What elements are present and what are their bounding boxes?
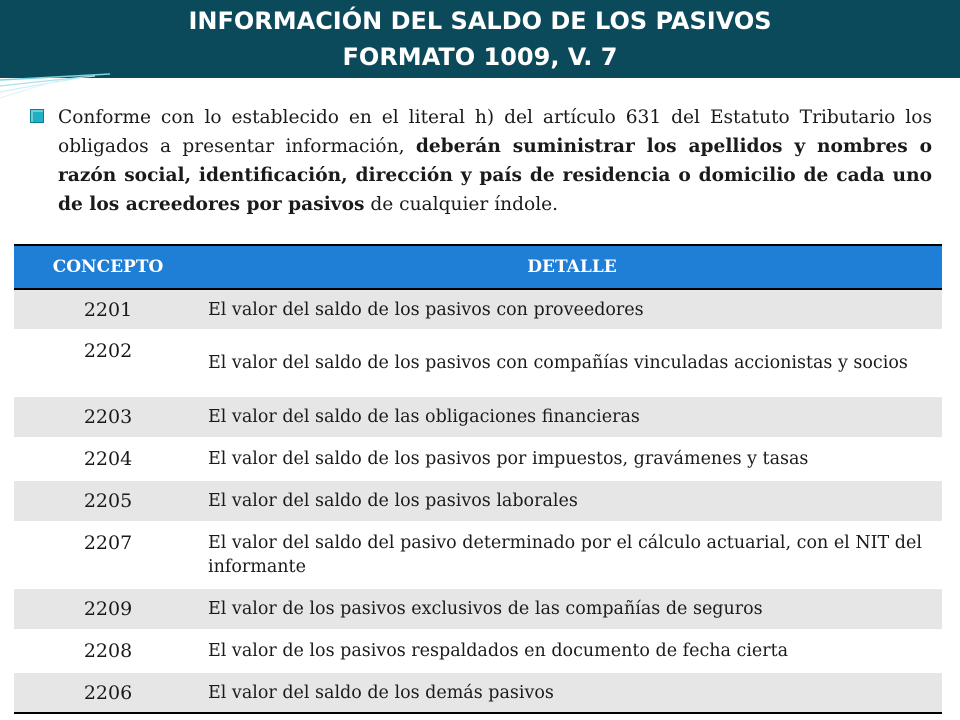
detalle-cell: El valor del saldo de las obligaciones financieras [202, 397, 942, 437]
detalle-cell: El valor del saldo de los pasivos con compañías vinculadas accionistas y socios [208, 353, 908, 373]
table-row [14, 521, 942, 589]
concepto-cell: 2206 [14, 673, 202, 713]
concepto-cell: 2209 [14, 589, 202, 629]
intro-paragraph [58, 103, 932, 219]
slide-header [0, 0, 960, 78]
table-row [14, 289, 942, 329]
concepto-cell: 2203 [14, 397, 202, 437]
concepto-cell: 2204 [83, 448, 133, 470]
detalle-cell: El valor del saldo de los pasivos laborales [202, 481, 942, 521]
table-row [14, 629, 942, 673]
slide-title-line1: INFORMACIÓN DEL SALDO DE LOS PASIVOS [188, 7, 772, 35]
detalle-cell: El valor del saldo de los demás pasivos [202, 673, 942, 713]
detalle-cell: El valor del saldo de los pasivos con proveedores [202, 289, 942, 329]
table-row [14, 589, 942, 629]
column-header-detalle: DETALLE [202, 245, 942, 289]
table-row [14, 481, 942, 521]
table-header-row [14, 245, 942, 289]
concepto-cell: 2205 [14, 481, 202, 521]
detalle-cell: El valor del saldo del pasivo determinado por el cálculo actuarial, con el NIT del informante [208, 533, 922, 577]
concepto-cell: 2202 [83, 340, 133, 362]
intro-text-bold: deberán suministrar los apellidos y nombres o razón social, identificación, dirección y país de residencia o domicilio de cada uno de los acreedores por pasivos [58, 136, 933, 215]
detalle-cell: El valor del saldo de los pasivos por impuestos, gravámenes y tasas [208, 449, 809, 469]
table-row [14, 437, 942, 481]
table-row [14, 329, 942, 397]
intro-text-part2: de cualquier índole. [364, 194, 559, 215]
concepts-table [14, 244, 942, 714]
detalle-cell: El valor de los pasivos respaldados en documento de fecha cierta [208, 641, 789, 661]
table-row [14, 673, 942, 713]
detalle-cell: El valor de los pasivos exclusivos de las compañías de seguros [202, 589, 942, 629]
column-header-concepto: CONCEPTO [14, 245, 202, 289]
slide-title-line2: FORMATO 1009, V. 7 [342, 43, 618, 71]
intro-text-part1: Conforme con lo establecido en el literal h) del artículo 631 del Estatuto Tributario los obligados a presentar información, [58, 107, 932, 157]
table-row [14, 397, 942, 437]
concepto-cell: 2208 [83, 640, 133, 662]
concepto-cell: 2201 [14, 289, 202, 329]
concepto-cell: 2207 [83, 532, 133, 554]
square-bullet-icon [30, 109, 44, 123]
